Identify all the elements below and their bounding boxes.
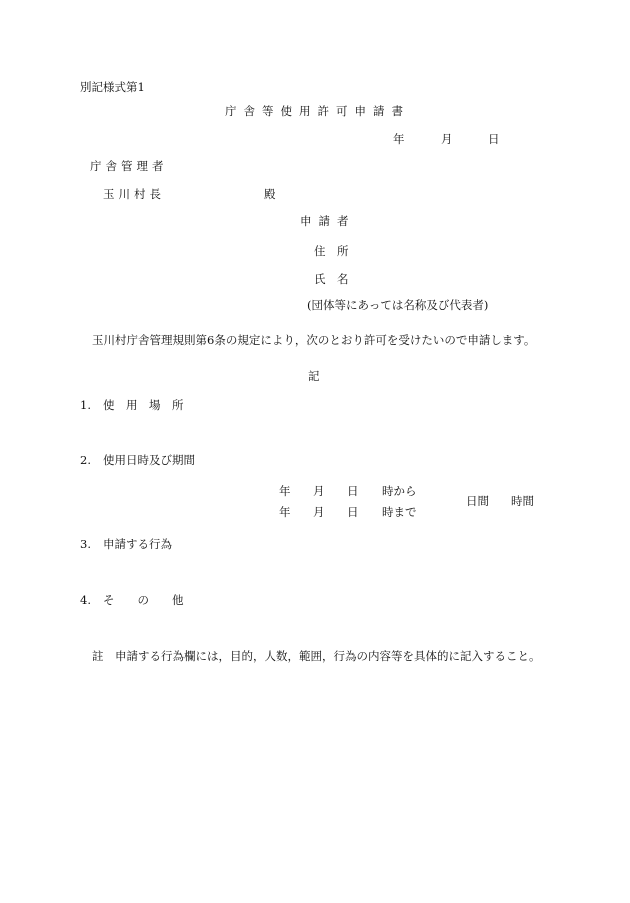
from-time: 時から: [382, 484, 417, 498]
item-number: 4.: [80, 593, 91, 607]
to-month: 月: [313, 505, 325, 519]
to-day: 日: [347, 505, 359, 519]
date-month: 月: [441, 132, 453, 146]
item-label-act: 申請する行為: [103, 537, 172, 551]
from-year: 年: [279, 484, 291, 498]
honorific: 殿: [264, 187, 276, 201]
form-title: 庁舎等使用許可申請書: [225, 104, 410, 118]
ki-heading: 記: [308, 369, 320, 383]
item-label-place: 使 用 場 所: [103, 398, 184, 412]
from-day: 日: [347, 484, 359, 498]
applicant-note: (団体等にあっては名称及び代表者): [307, 298, 489, 312]
to-time: 時まで: [382, 505, 417, 519]
item-label-period: 使用日時及び期間: [103, 453, 195, 467]
date-year: 年: [393, 132, 405, 146]
duration-hours: 時間: [511, 494, 534, 508]
statement: 玉川村庁舎管理規則第6条の規定により，次のとおり許可を受けたいので申請します。: [92, 333, 536, 347]
applicant-label: 申請者: [300, 214, 356, 228]
duration-days: 日間: [466, 494, 489, 508]
applicant-name: 氏 名: [314, 272, 349, 286]
from-month: 月: [313, 484, 325, 498]
to-year: 年: [279, 505, 291, 519]
item-number: 3.: [80, 537, 91, 551]
applicant-address: 住 所: [314, 244, 349, 258]
date-day: 日: [488, 132, 500, 146]
form-number: 別記様式第1: [80, 80, 145, 94]
item-number: 2.: [80, 453, 91, 467]
addressee: 庁舎管理者: [90, 159, 168, 173]
item-label-other: そ の 他: [103, 593, 184, 607]
footnote: 註 申請する行為欄には，目的，人数，範囲，行為の内容等を具体的に記入すること。: [92, 649, 541, 663]
item-number: 1.: [80, 398, 91, 412]
mayor: 玉川村長: [103, 187, 165, 201]
